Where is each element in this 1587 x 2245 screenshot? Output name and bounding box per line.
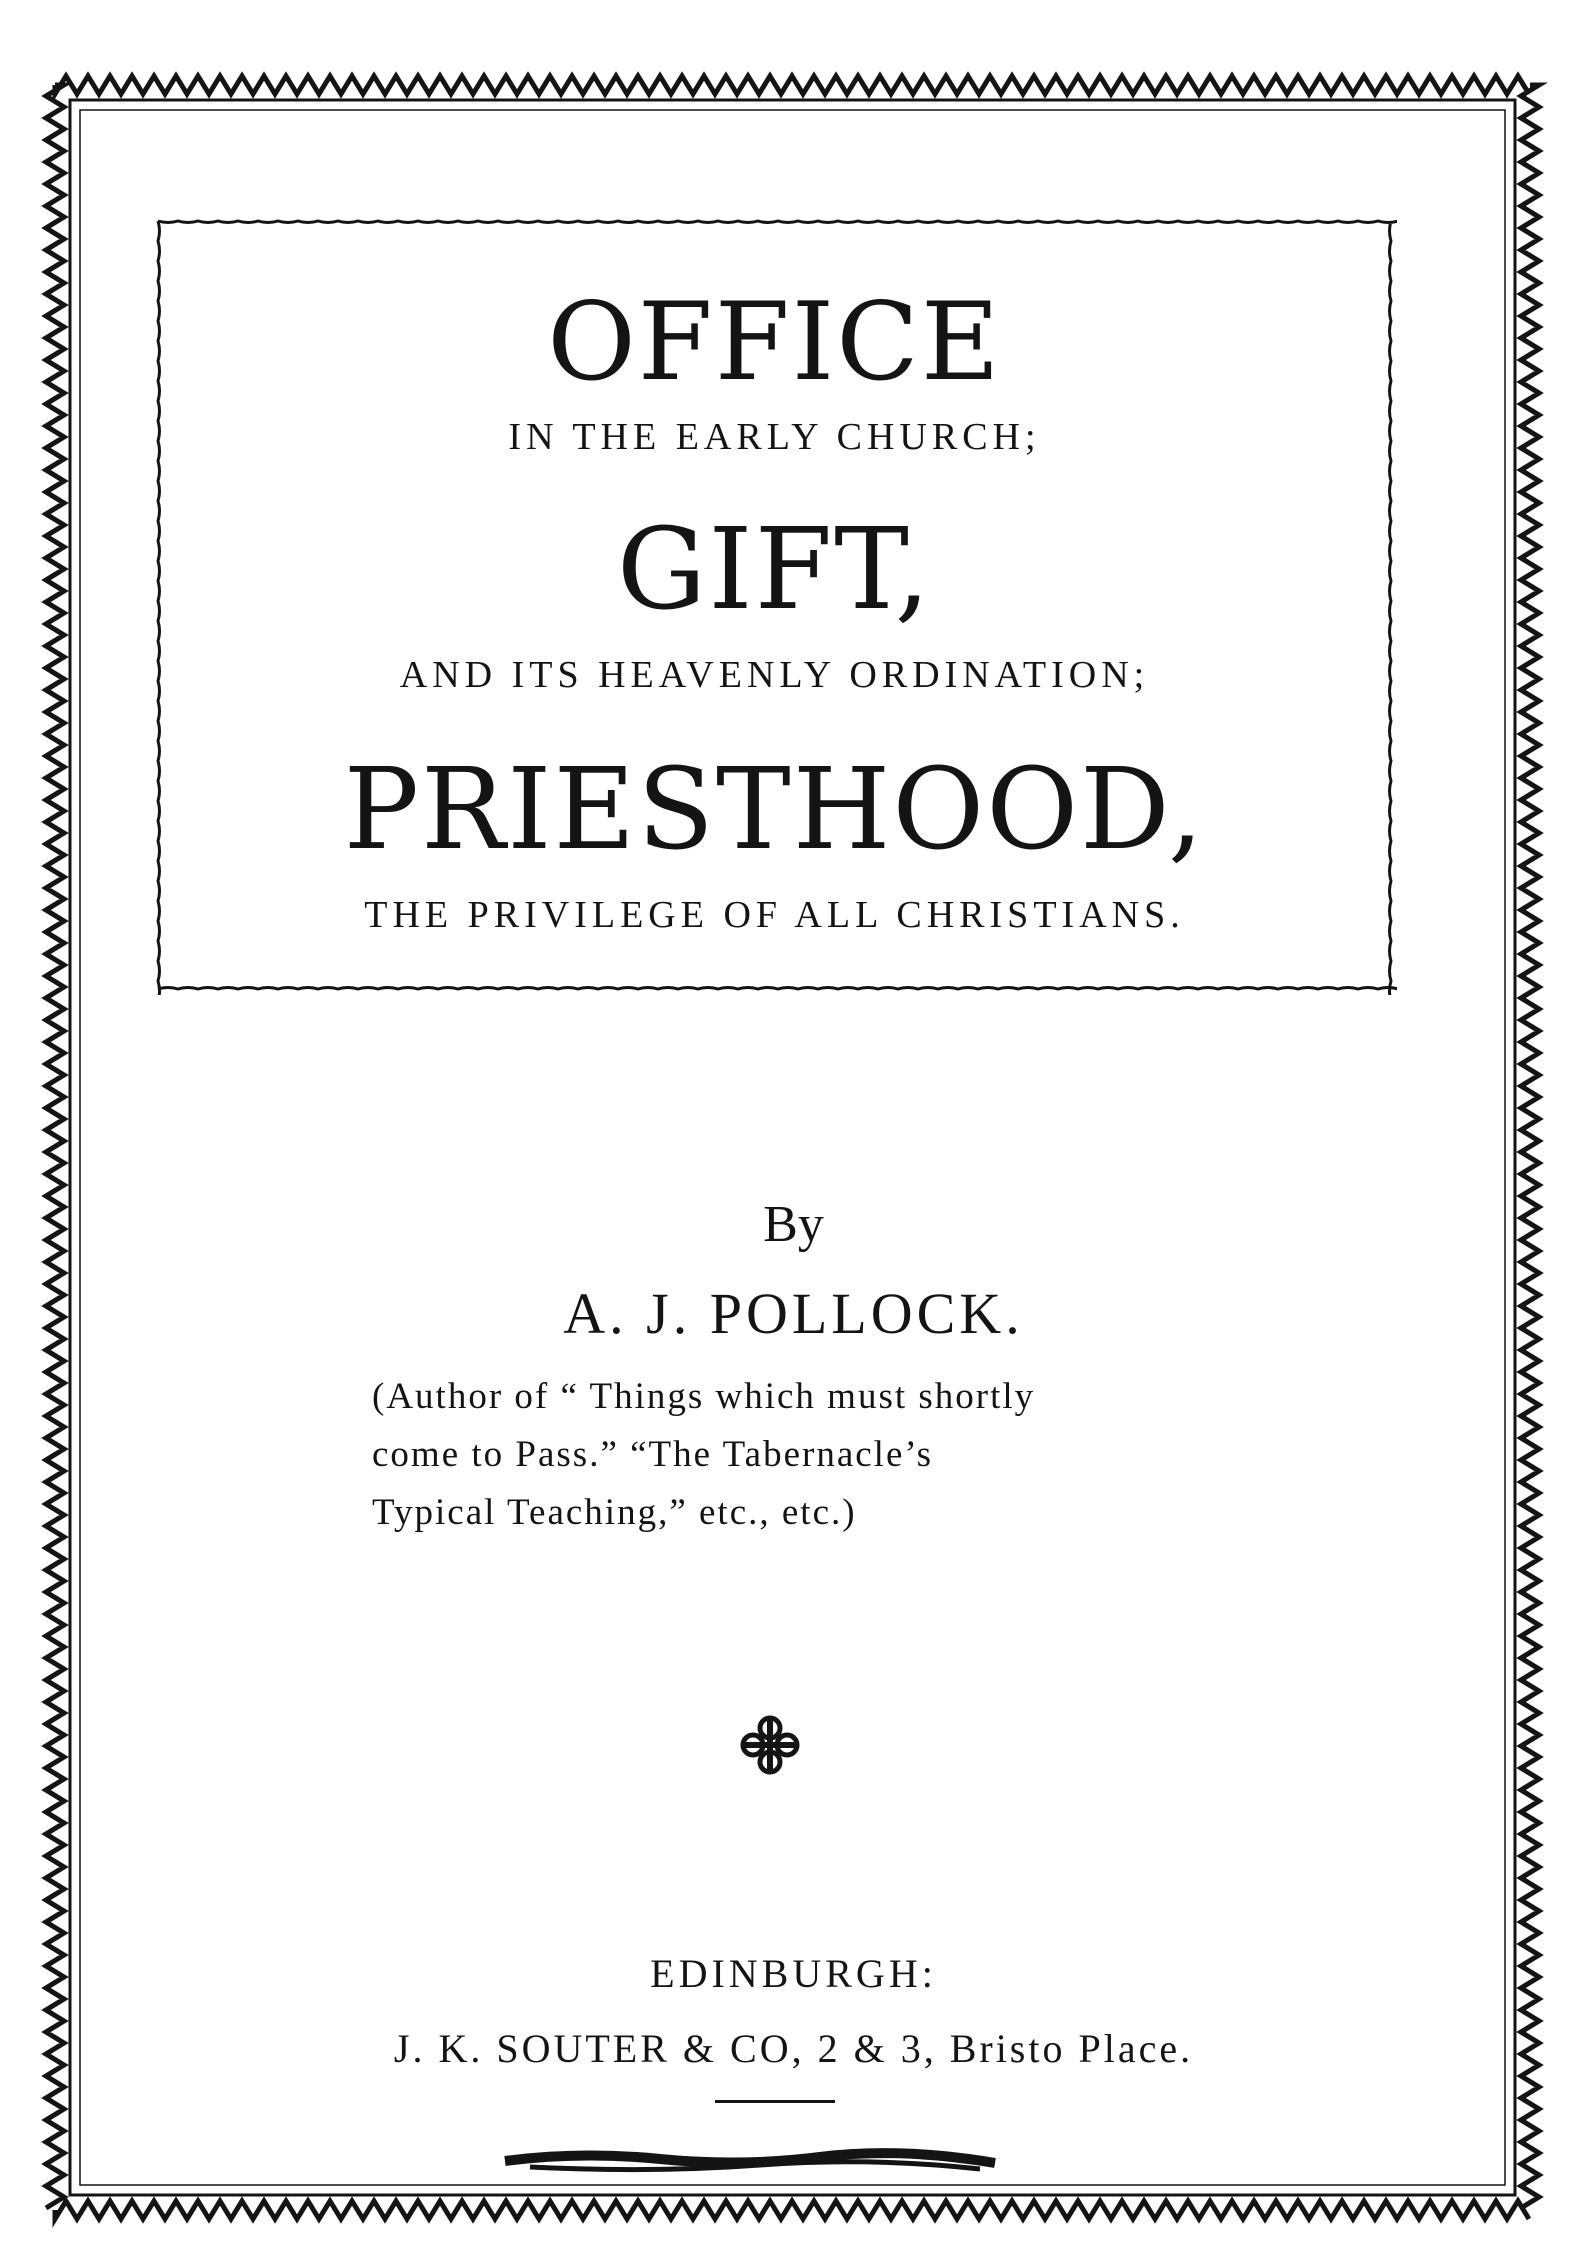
subtitle-early-church: IN THE EARLY CHURCH; <box>508 416 1041 458</box>
title-office: OFFICE <box>547 280 1002 405</box>
subtitle-privilege: THE PRIVILEGE OF ALL CHRISTIANS. <box>364 894 1185 936</box>
title-box <box>152 215 1397 995</box>
subtitle-ordination: AND ITS HEAVENLY ORDINATION; <box>399 654 1150 696</box>
struck-out-price-mark <box>500 2145 1000 2175</box>
author-note-line-3: Typical Teaching,” etc., etc.) <box>372 1492 857 1533</box>
title-priesthood: PRIESTHOOD, <box>343 745 1206 875</box>
imprint-rule <box>715 2100 835 2103</box>
imprint-city: EDINBURGH: <box>650 1951 937 1996</box>
title-gift: GIFT, <box>616 505 933 635</box>
imprint-publisher: J. K. SOUTER & CO, 2 & 3, Bristo Place. <box>393 2026 1194 2071</box>
author-note-line-1: (Author of “ Things which must shortly <box>372 1376 1036 1417</box>
author-note-line-2: come to Pass.” “The Tabernacle’s <box>372 1434 934 1475</box>
byline-by: By <box>763 1196 824 1253</box>
quatrefoil-cross-icon <box>735 1710 805 1780</box>
author-name: A. J. POLLOCK. <box>563 1281 1024 1346</box>
